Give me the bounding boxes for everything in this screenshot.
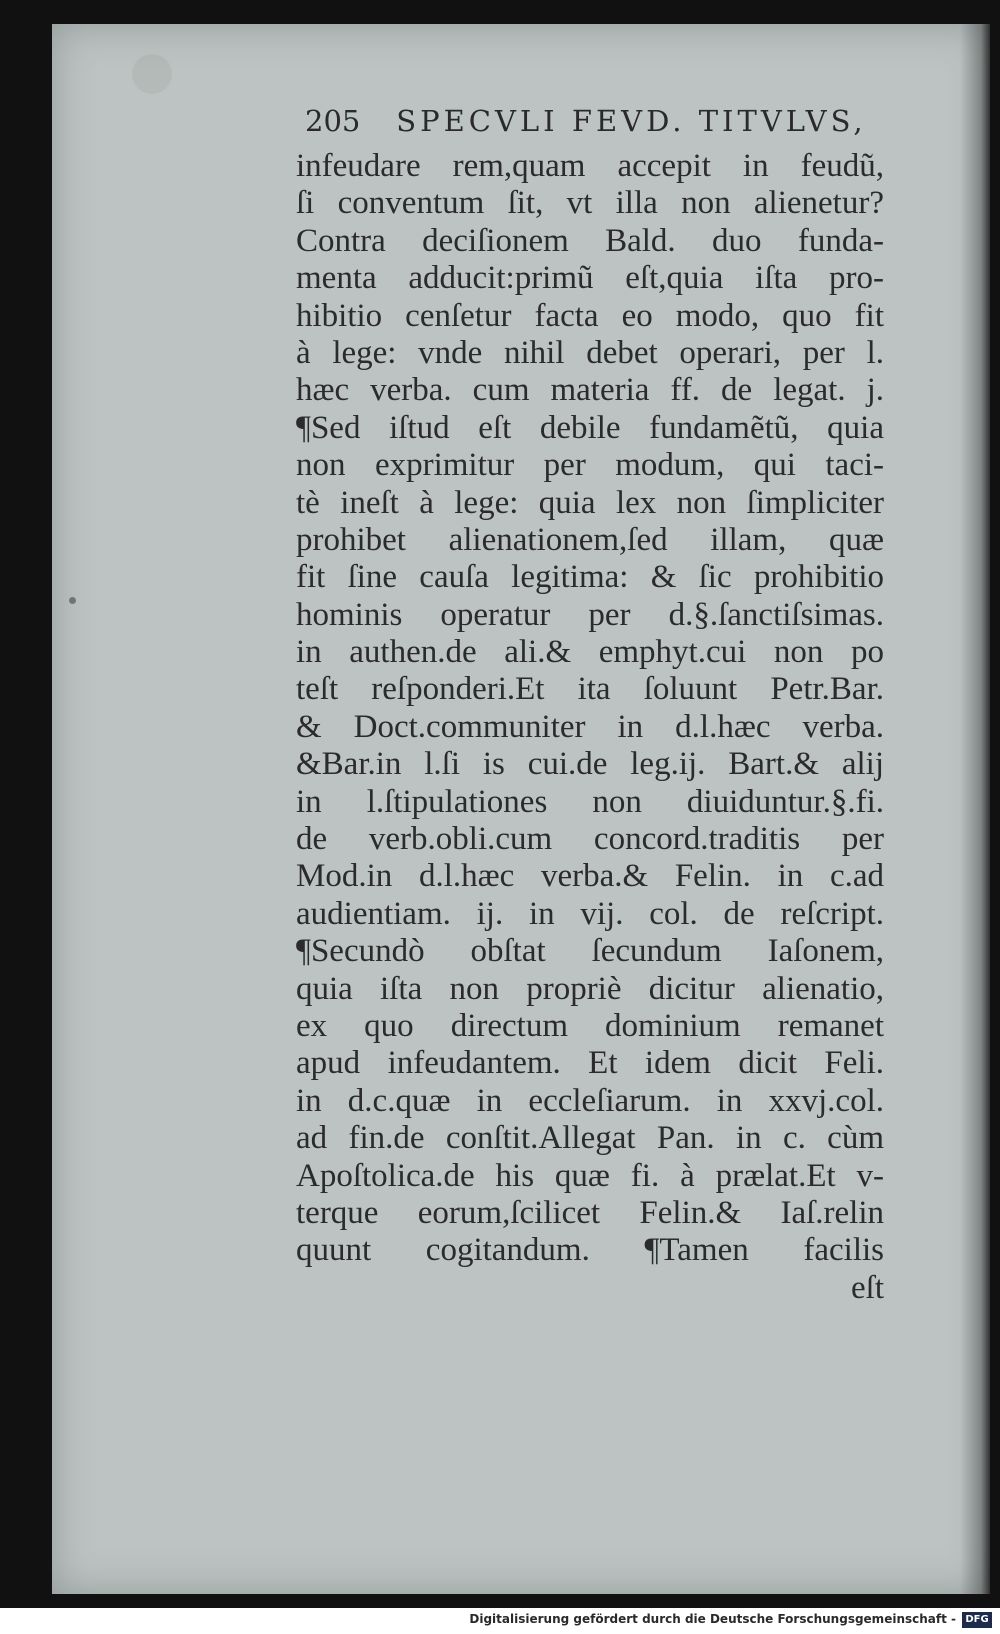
text-line: quunt cogitandum. ¶Tamen facilis: [296, 1232, 884, 1269]
page-spine-shadow: [960, 24, 990, 1594]
text-line: & Doct.communiter in d.l.hæc verba.: [296, 708, 884, 745]
text-line: à lege: vnde nihil debet operari, per l.: [296, 334, 884, 371]
running-header: [305, 104, 885, 144]
text-line: Contra deciſionem Bald. duo funda-: [296, 222, 884, 259]
text-line: quia iſta non propriè dicitur alienatio,: [296, 970, 884, 1007]
body-text: [296, 148, 884, 1307]
text-line: non exprimitur per modum, qui taci-: [296, 447, 884, 484]
funding-credit: Digitalisierung gefördert durch die Deutsche Forschungsgemeinschaft -: [469, 1612, 956, 1626]
text-line: fit ſine cauſa legitima: & ſic prohibitio: [296, 559, 884, 596]
text-line: tè ineſt à lege: quia lex non ſimpliciter: [296, 484, 884, 521]
text-line: hibitio cenſetur facta eo modo, quo fit: [296, 297, 884, 334]
text-line: hominis operatur per d.§.ſanctiſsimas.: [296, 596, 884, 633]
text-line: hæc verba. cum materia ff. de legat. j.: [296, 372, 884, 409]
ink-spot: [69, 597, 76, 604]
paper-stain: [132, 54, 172, 94]
text-line: ¶Secundò obſtat ſecundum Iaſonem,: [296, 933, 884, 970]
text-line: ex quo directum dominium remanet: [296, 1007, 884, 1044]
text-line: menta adducit:primũ eſt,quia iſta pro-: [296, 260, 884, 297]
text-line: &Bar.in l.ſi is cui.de leg.ij. Bart.& alij: [296, 746, 884, 783]
dfg-logo-icon: DFG: [962, 1612, 992, 1628]
text-line: Apoſtolica.de his quæ fi. à prælat.Et v-: [296, 1157, 884, 1194]
text-line: prohibet alienationem,ſed illam, quæ: [296, 521, 884, 558]
text-line: in l.ſtipulationes non diuiduntur.§.fi.: [296, 783, 884, 820]
text-line: Mod.in d.l.hæc verba.& Felin. in c.ad: [296, 858, 884, 895]
text-line: ad fin.de conſtit.Allegat Pan. in c. cùm: [296, 1120, 884, 1157]
text-line: eſt: [851, 1269, 884, 1306]
text-line: in authen.de ali.& emphyt.cui non po: [296, 634, 884, 671]
text-line: infeudare rem,quam accepit in feudũ,: [296, 148, 884, 184]
text-line: ¶Sed iſtud eſt debile fundamẽtũ, quia: [296, 409, 884, 446]
text-line: in d.c.quæ in eccleſiarum. in xxvj.col.: [296, 1082, 884, 1119]
page-number: 205: [305, 104, 361, 138]
text-line: ſi conventum ſit, vt illa non alienetur?: [296, 185, 884, 222]
text-line: apud infeudantem. Et idem dicit Feli.: [296, 1045, 884, 1082]
text-line: teſt reſponderi.Et ita ſoluunt Petr.Bar.: [296, 671, 884, 708]
text-line: audientiam. ij. in vij. col. de reſcript.: [296, 895, 884, 932]
digitization-footer: [0, 1608, 1000, 1634]
running-title: SPECVLI FEVD. TITVLVS,: [396, 104, 867, 138]
text-line: de verb.obli.cum concord.traditis per: [296, 821, 884, 858]
text-line: terque eorum,ſcilicet Felin.& Iaſ.relin: [296, 1194, 884, 1231]
